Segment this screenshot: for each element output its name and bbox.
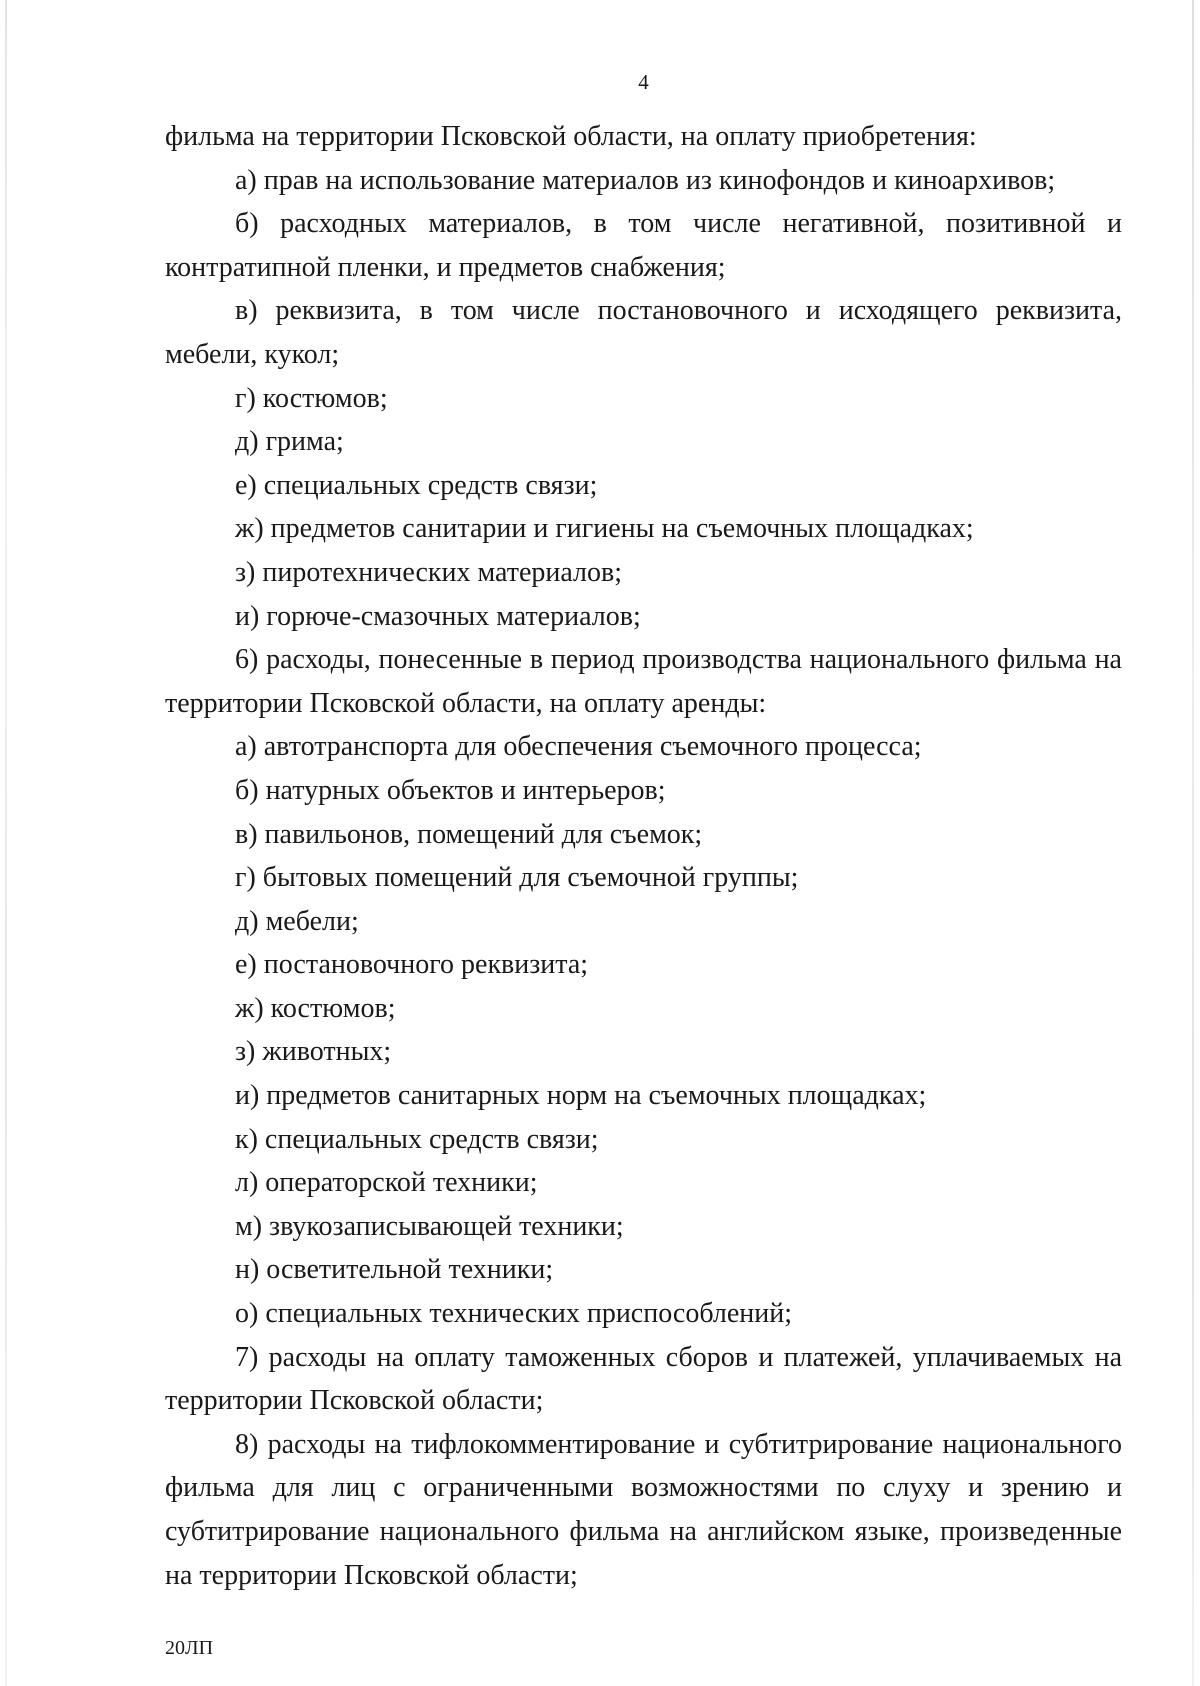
scan-edge-right — [1192, 0, 1194, 1686]
list-item: а) прав на использование материалов из кинофондов и киноархивов; — [235, 164, 1056, 196]
list-item: д) мебели; — [235, 905, 359, 937]
paragraph-continuation: фильма на территории Псковской области, на оплату приобретения: — [165, 121, 977, 152]
list-item: и) предметов санитарных норм на съемочных площадках; — [235, 1080, 927, 1112]
list-item: а) автотранспорта для обеспечения съемочного процесса; — [235, 731, 922, 763]
page-number: 4 — [638, 70, 649, 94]
list-item: к) специальных средств связи; — [235, 1123, 599, 1155]
numbered-paragraph: 6) расходы, понесенные в период производства национального фильма на территории Псковской области, на оплату аренды: — [165, 644, 1122, 719]
list-item: б) расходных материалов, в том числе негативной, позитивной и контратипной пленки, и предметов снабжения; — [165, 208, 1122, 283]
list-item: о) специальных технических приспособлений; — [235, 1298, 793, 1330]
list-item: и) горюче-смазочных материалов; — [235, 600, 641, 632]
list-item: ж) предметов санитарии и гигиены на съемочных площадках; — [235, 513, 974, 545]
list-item: е) постановочного реквизита; — [235, 949, 589, 981]
document-body — [165, 115, 1122, 1597]
document-code: 20ЛП — [165, 1637, 214, 1659]
list-item: г) бытовых помещений для съемочной группы; — [235, 862, 799, 894]
list-item: л) операторской техники; — [235, 1167, 538, 1199]
list-item: в) павильонов, помещений для съемок; — [235, 818, 703, 850]
list-item: з) животных; — [235, 1036, 392, 1068]
list-item: д) грима; — [235, 426, 344, 458]
numbered-paragraph: 8) расходы на тифлокомментирование и субтитрирование национального фильма для лиц с ограниченными возможностями по слуху и зрению и субтитрирование национального фильма на английском языке, произведенные на территории Псковской области; — [165, 1428, 1122, 1591]
list-item: б) натурных объектов и интерьеров; — [235, 774, 666, 806]
list-item: ж) костюмов; — [235, 992, 396, 1024]
list-item: н) осветительной техники; — [235, 1254, 554, 1286]
list-item: г) костюмов; — [235, 382, 388, 414]
list-item: м) звукозаписывающей техники; — [235, 1210, 624, 1242]
numbered-paragraph: 7) расходы на оплату таможенных сборов и платежей, уплачиваемых на территории Псковской области; — [165, 1341, 1122, 1417]
list-item: в) реквизита, в том числе постановочного и исходящего реквизита, мебели, кукол; — [165, 295, 1122, 370]
list-item: з) пиротехнических материалов; — [235, 556, 622, 588]
scan-edge-left — [5, 0, 7, 1686]
list-item: е) специальных средств связи; — [235, 469, 598, 501]
